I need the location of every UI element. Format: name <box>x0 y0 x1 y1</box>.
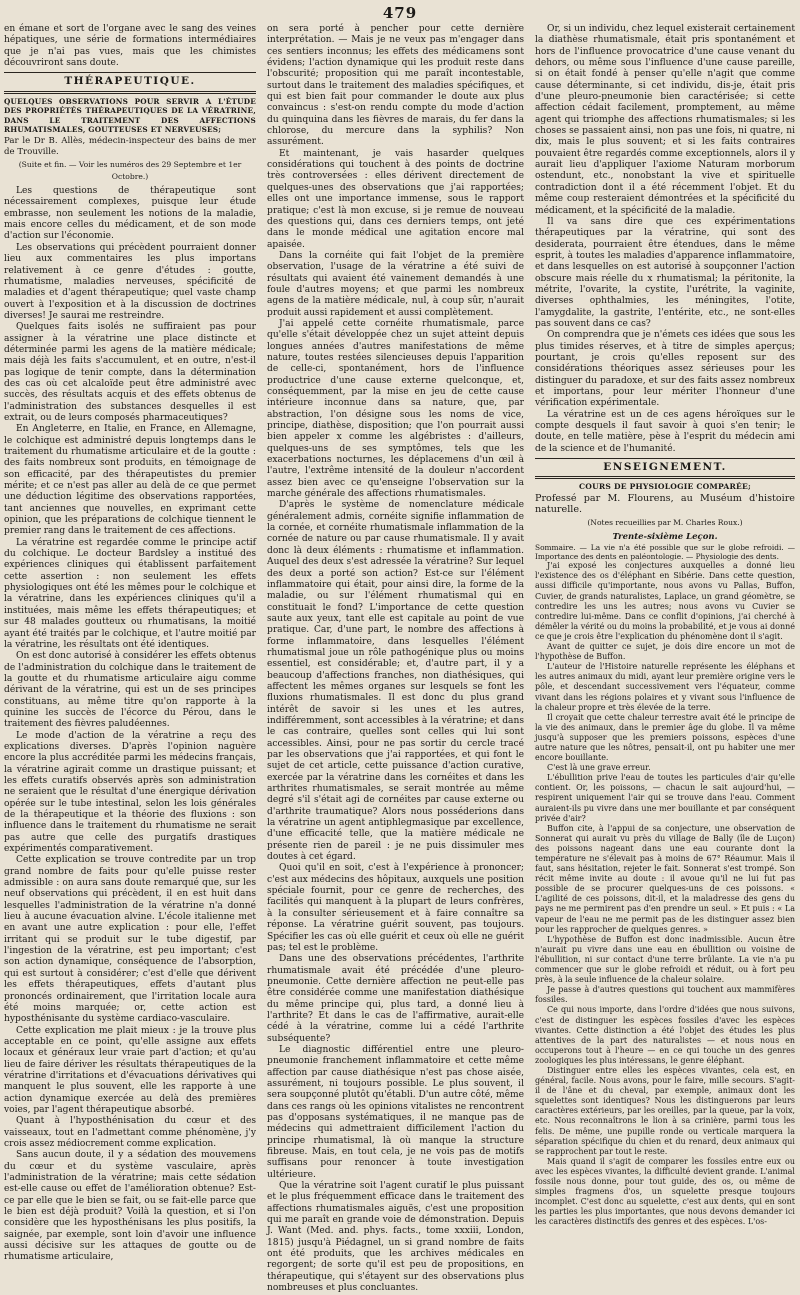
course-notes-by: (Notes recueillies par M. Charles Roux.) <box>587 517 743 527</box>
paragraph: On est donc autorisé à considérer les effets obtenus de l'administration du colchique dans le traitement de la goutte et du rhumatisme articulaire aigu comme dérivant de la vératrine, qui est un de ses principes constituans, au même titre qu'on rapporte à la quinine les succès de l'écorce du Pérou, dans le traitement des fièvres paludéennes. <box>4 651 257 730</box>
paragraph: Or, si un individu, chez lequel existerait certainement la diathèse rhumatismale, était pris spontanément et hors de l'influence provocatrice d'une cause venant du dehors, ou même sous l'influence d'une cause pareille, si on était fondé à penser qu'elle n'agit que comme cause déterminante, si cet individu, dis-je, était pris d'une pleuro-pneumonie bien caractérisée; si cette affection cédait facilement, promptement, au même agent qui triomphe des affections rhumatismales; si les choses se passaient ainsi, non pas une fois, ni quatre, ni dix, mais le plus souvent; et si les faits contraires pouvaient être regardés comme exceptionnels, alors il y aurait lieu d'appliquer l'axiome Naturam morborum ostendunt, etc., nonobstant la vive et spirituelle contradiction dont il a été récemment l'objet. Et du même coup resteraient démontrées et la spécificité du médicament, et la spécificité de la maladie. <box>535 24 795 216</box>
column-right <box>535 24 795 1227</box>
paragraph: Que la vératrine soit l'agent curatif le plus puissant et le plus fréquemment efficace dans le traitement des affections rhumatismales aiguës, c'est une proposition qui me paraît en grande voie de démonstration. Depuis J. Want (Med. and. phys. facts., tome xxxiii, London, 1815) jusqu'à Piédagnel, un si grand nombre de faits ont été produits, que les archives médicales en regorgent; de sorte qu'il est peu de propositions, en thérapeutique, qui s'étayent sur des observations plus nombreuses et plus concluantes. <box>267 1181 524 1294</box>
column-middle <box>267 24 524 1294</box>
paragraph: Quant à l'hyposthénisation du cœur et des vaisseaux, tout en l'admettant comme phénomène, j'y crois assez médiocrement comme explication. <box>4 1116 256 1149</box>
paragraph: L'auteur de l'Histoire naturelle représente les éléphans et les autres animaux du midi, ayant leur première origine vers le pôle, et descendant successivement vers l'équateur, comme vivant dans les régions polaires et y vivant sous l'influence de la chaleur propre et très élevée de la terre. <box>535 662 795 712</box>
paragraph: Mais quand il s'agit de comparer les fossiles entre eux ou avec les espèces vivantes, la difficulté devient grande. L'animal fossile nous donne, pour tout guide, des os, ou même de simples fragmens d'os, un squelette presque toujours incomplet. C'est donc au squelette, c'est aux dents, qui en sont les parties les plus importantes, que nous devons demander ici les caractères distinctifs des genres et des espèces. L'os- <box>535 1156 795 1227</box>
article-byline: Par le Dr B. Allès, médecin-inspecteur des bains de mer de Trouville. <box>4 135 256 158</box>
continuation-text: en émane et sort de l'organe avec le sang des veines hépatiques, une série de formations intermédiaires que je n'ai pas vues, mais que les chimistes découvriront sans doute. <box>4 24 256 69</box>
paragraph: Les questions de thérapeutique sont nécessairement complexes, puisque leur étude embrasse, non seulement les notions de la maladie, mais encore celles du médicament, et de son mode d'action sur l'économie. <box>4 186 256 242</box>
section-title-enseignement: ENSEIGNEMENT. <box>603 461 727 474</box>
section-title-therapeutique: THÉRAPEUTIQUE. <box>64 75 196 88</box>
paragraph: Ce qui nous importe, dans l'ordre d'idées que nous suivons, c'est de distinguer les espèces fossiles d'avec les espèces vivantes. Cette distinction a été l'objet des études les plus attentives de la part des naturalistes — et nous nous en occuperons tout à l'heure — en ce qui touche un des genres zoologiques les plus intéressans, le genre éléphant. <box>535 1005 795 1065</box>
paragraph: Le mode d'action de la vératrine a reçu des explications diverses. D'après l'opinion naguère encore la plus accréditée parmi les médecins français, la vératrine agirait comme un drastique puissant; et les effets curatifs observés après son administration ne seraient que le résultat d'une énergique dérivation opérée sur le tube intestinal, selon les lois générales de la thérapeutique et la théorie des fluxions : son influence dans le traitement du rhumatisme ne serait pas autre que celle des purgatifs drastiques expérimentés comparativement. <box>4 730 256 855</box>
divider <box>4 91 256 94</box>
paragraph: Avant de quitter ce sujet, je dois dire encore un mot de l'hypothèse de Buffon. <box>535 642 795 662</box>
paragraph: Cette explication se trouve contredite par un trop grand nombre de faits pour qu'elle puisse rester admissible : on aura sans doute remarqué que, sur les neuf observations qui précèdent, il en est huit dans lesquelles l'administration de la vératrine n'a donné lieu à aucune évacuation alvine. L'école italienne met en avant une autre explication : pour elle, l'effet irritant qui se produit sur le tube digestif, par l'ingestion de la vératrine, est peu important; c'est son action dynamique, conséquence de l'absorption, qui est surtout à considérer; c'est d'elle que dérivent les effets thérapeutiques, effets d'autant plus prononcés ordinairement, que l'irritation locale aura été moins marquée; or, cette action est hyposthénisante du système cardiaco-vasculaire. <box>4 855 256 1025</box>
paragraph: Sans aucun doute, il y a sédation des mouvemens du cœur et du système vasculaire, après l'administration de la vératrine; mais cette sédation est-elle cause ou effet de l'amélioration obtenue? Est-ce par elle que le bien se fait, ou se fait-elle parce que le bien est déjà produit? Voilà la question, et si l'on considère que les hyposthénisans les plus positifs, la saignée, par exemple, sont loin d'avoir une influence aussi décisive sur les attaques de goutte ou de rhumatisme articulaire, <box>4 1150 256 1263</box>
paragraph: Et maintenant, je vais hasarder quelques considérations qui touchent à des points de doctrine très controversées : elles dérivent directement de quelques-unes des observations que j'ai rapportées; elles ont une importance immense, sous le rapport pratique; c'est là mon excuse, si je remue de nouveau des questions qui, dans ces derniers temps, ont jeté dans le monde médical une agitation encore mal apaisée. <box>267 148 524 250</box>
lecture-summary: Sommaire. — La vie n'a été possible que sur le globe refroidi. — Importance des dents en paléontologie. — Physiologie des dents. <box>535 543 795 562</box>
paragraph: Il va sans dire que ces expérimentations thérapeutiques par la vératrine, qui sont des desiderata, pourraient être étendues, dans le même esprit, à toutes les maladies d'apparence inflammatoire, et dans lesquelles on est autorisé à soupçonner l'action obscure mais réelle du x rhumatismal; la péritonite, la métrite, l'ovarite, la cystite, l'urétrite, la vaginite, diverses ophthalmies, les méningites, l'otite, l'amygdalite, la gastrite, l'entérite, etc., ne sont-elles pas souvent dans ce cas? <box>535 216 795 329</box>
paragraph: L'ébullition prive l'eau de toutes les particules d'air qu'elle contient. Or, les poissons, — chacun le sait aujourd'hui, — respirent uniquement l'air qui se trouve dans l'eau. Comment auraient-ils pu vivre dans une mer bouillante et par conséquent privée d'air? <box>535 773 795 823</box>
paragraph: Distinguer entre elles les espèces vivantes, cela est, en général, facile. Nous avons, pour le faire, mille secours. S'agit-il de l'âne et du cheval, par exemple, animaux dont les squelettes sont identiques? Nous les distinguerons par leurs caractères extérieurs, par les oreilles, par la queue, par la voix, etc. Nous reconnaîtrons le lion à sa crinière, parmi tous les felis. De même, une pupille ronde ou verticale marquera la séparation spécifique du chien et du renard, deux animaux qui se rapprochent par tout le reste. <box>535 1065 795 1156</box>
article-title: QUELQUES OBSERVATIONS POUR SERVIR A L'ÉTUDE DES PROPRIÉTÉS THÉRAPEUTIQUES DE LA VÉRATRINE, DANS LE TRAITEMENT DES AFFECTIONS RHUMATISMALES, GOUTTEUSES ET NERVEUSES; <box>4 96 256 135</box>
paragraph: La vératrine est regardée comme le principe actif du colchique. Le docteur Bardsley a institué des expériences cliniques qui établissent parfaitement cette assertion : non seulement les effets physiologiques ont été les mêmes pour le colchique et la vératrine, dans les expériences cliniques qu'il a instituées, mais même les effets thérapeutiques; et sur 48 malades goutteux ou rhumatisans, la moitié ayant été traités par le colchique, et l'autre moitié par la vératrine, les résultats ont été identiques. <box>4 537 256 650</box>
paragraph: Dans la cornéite qui fait l'objet de la première observation, l'usage de la vératrine a été suivi de résultats qui avaient été vainement demandés à une foule d'autres moyens; et que parmi les nombreux agens de la matière médicale, nul, à coup sûr, n'aurait produit aussi rapidement et aussi complètement. <box>267 250 524 318</box>
paragraph: Cette explication me plait mieux : je la trouve plus acceptable en ce point, qu'elle assigne aux effets locaux et généraux leur vraie part d'action; et qu'au lieu de faire dériver les résultats thérapeutiques de la vératrine d'irritations et d'évacuations dérivatives qui manquent le plus souvent, elle les rapporte à une action dynamique exercée au delà des premières voies, par l'agent thérapeutique absorbé. <box>4 1025 256 1115</box>
paragraph: On comprendra que je n'émets ces idées que sous les plus timides réserves, et à titre de simples aperçus; pourtant, je crois qu'elles reposent sur des considérations théoriques assez sérieuses pour les distinguer du paradoxe, et sur des faits assez nombreux et importans, pour leur mériter l'honneur d'une vérification expérimentale. <box>535 330 795 409</box>
paragraph: En Angleterre, en Italie, en France, en Allemagne, le colchique est administré depuis longtemps dans le traitement du rhumatisme articulaire et de la goutte : des faits nombreux sont produits, en témoignage de son efficacité, par des thérapeutistes du premier mérite; et ce n'est pas aller au delà de ce que permet une déduction légitime des observations rapportées, tant anciennes que nouvelles, en exprimant cette opinion, que les préparations de colchique tiennent le premier rang dans le traitement de ces affections. <box>4 424 256 537</box>
page-number: 479 <box>382 4 418 22</box>
lecture-title: Trente-sixième Leçon. <box>612 531 718 542</box>
course-title: COURS DE PHYSIOLOGIE COMPARÉE; <box>579 482 751 492</box>
paragraph: Quelques faits isolés ne suffiraient pas pour assigner à la vératrine une place distincte et déterminée parmi les agens de la matière médicale; mais déjà les faits s'accumulent, et en outre, n'est-il pas logique de tenir compte, dans la détermination des cas où cet alcaloïde peut être administré avec succès, des résultats acquis et des effets obtenus de l'administration des substances desquelles il est extrait, ou de leurs composés pharmaceutiques? <box>4 322 256 423</box>
paragraph: J'ai exposé les conjectures auxquelles a donné lieu l'existence des os d'éléphant en Sibérie. Dans cette question, aussi difficile qu'importante, nous avons vu Pallas, Buffon, Cuvier, de grands naturalistes, Laplace, un grand géomètre, se contredire les uns les autres; nous avons vu Cuvier se contredire lui-même. Dans ce conflit d'opinions, j'ai cherché à démêler la vérité ou du moins la probabilité, et je vous ai donné ce que je crois être l'explication du phénomène dont il s'agit. <box>535 561 795 641</box>
paragraph: D'après le système de nomenclature médicale généralement admis, cornéite signifie inflammation de la cornée, et cornéite rhumatismale inflammation de la cornée de nature ou par cause rhumatismale. Il y avait donc là deux éléments : rhumatisme et inflammation. Auquel des deux s'est adressée la vératrine? Sur lequel des deux a porté son action? Est-ce sur l'élément inflammatoire qui était, pour ainsi dire, la forme de la maladie, ou sur l'élément rhumatismal qui en constituait le fond? L'importance de cette question saute aux yeux, tant elle est capitale au point de vue pratique. Car, d'une part, le nombre des affections à forme inflammatoire, dans lesquelles l'élément rhumatismal joue un rôle pathogénique plus ou moins essentiel, est considérable; et, d'autre part, il y a beaucoup d'affections franches, non diathésiques, qui affectent les mêmes organes sur lesquels se font les fluxions rhumatismales. Il est donc du plus grand intérêt de savoir si les unes et les autres, indifféremment, sont accessibles à la vératrine; et dans le cas contraire, quelles sont celles qui lui sont accessibles. Ainsi, pour ne pas sortir du cercle tracé par les observations que j'ai rapportées, et qui font le sujet de cet article, cette puissance d'action curative, exercée par la vératrine dans les cornéites et dans les arthrites rhumatismales, se serait montrée au même degré s'il s'était agi de cornéites par cause externe ou d'arthrite traumatique? Alors nous posséderions dans la vératrine un agent antiphlegmasique par excellence, d'une efficacité telle, que la matière médicale ne présente rien de pareil : je ne puis dissimuler mes doutes à cet égard. <box>267 500 524 863</box>
paragraph: Dans une des observations précédentes, l'arthrite rhumatismale avait été précédée d'une pleuro-pneumonie. Cette dernière affection ne peut-elle pas être considérée comme une manifestation diathésique du même principe qui, plus tard, a donné lieu à l'arthrite? Et dans le cas de l'affirmative, aurait-elle cédé à la vératrine, comme lui a cédé l'arthrite subséquente? <box>267 954 524 1044</box>
paragraph: Les observations qui précèdent pourraient donner lieu aux commentaires les plus importans relativement à ce genre d'études : goutte, rhumatisme, maladies nerveuses, spécificité de maladies et d'agent thérapeutique; quel vaste champ ouvert à l'exposition et à la discussion de doctrines diverses! Je saurai me restreindre. <box>4 242 256 321</box>
paragraph: Je passe à d'autres questions qui touchent aux mammifères fossiles. <box>535 985 795 1005</box>
paragraph: on sera porté à pencher pour cette dernière interprétation. — Mais je ne veux pas m'engager dans ces sentiers inconnus; les effets des médicamens sont évidens; l'action dynamique qui les produit reste dans l'obscurité; proposition qui me paraît incontestable, surtout dans le traitement des maladies spécifiques, et qui est bien fait pour commander le doute aux plus convaincus : s'est-on rendu compte du mode d'action du quinquina dans les fièvres de marais, du fer dans la chlorose, du mercure dans la syphilis? Non assurément. <box>267 24 524 148</box>
paragraph: Buffon cite, à l'appui de sa conjecture, une observation de Sonnerat qui aurait vu près du village de Bally (île de Luçon) des poissons nageant dans une eau courante dont la température ne s'élevait pas à moins de 67° Réaumur. Mais il faut, sans hésitation, rejeter le fait. Sonnerat s'est trompé. Son récit même invite au doute : il avoue qu'il ne lui fut pas possible de se procurer quelques-uns de ces poissons. « L'agilité de ces poissons, dit-il, et la maladresse des gens du pays ne me permirent pas d'en prendre un seul. » Et puis : « La vapeur de l'eau ne me permit pas de les distinguer assez bien pour les rapprocher de quelques genres. » <box>535 823 795 934</box>
paragraph: Il croyait que cette chaleur terrestre avait été le principe de la vie des animaux, dans le premier âge du globe. Il va même jusqu'à supposer que les premiers poissons, espèces d'une autre nature que les nôtres, pensait-il, ont pu habiter une mer encore bouillante. <box>535 712 795 763</box>
paragraph: Le diagnostic différentiel entre une pleuro-pneumonie franchement inflammatoire et cette même affection par cause diathésique n'est pas chose aisée, assurément, ni toujours possible. Le plus souvent, il sera soupçonné plutôt qu'établi. D'un autre côté, même dans ces rangs où les opinions vitalistes ne rencontrent pas d'opposans systématiques, il ne manque pas de médecins qui admettraient difficilement l'action du principe rhumatismal, là où manque la structure fibreuse. Mais, en tout cela, je ne vois pas de motifs suffisans pour renoncer à toute investigation ultérieure. <box>267 1044 524 1180</box>
paragraph: C'est là une grave erreur. <box>547 763 651 773</box>
divider <box>4 72 256 73</box>
divider <box>535 476 795 479</box>
divider <box>535 458 795 459</box>
paragraph: J'ai appelé cette cornéite rhumatismale, parce qu'elle s'était développée chez un sujet atteint depuis longues années d'autres manifestations de même nature, toutes restées silencieuses depuis l'apparition de celle-ci, spontanément, hors de l'influence productrice d'une cause externe quelconque, et, conséquemment, par la mise en jeu de cette cause intérieure inconnue dans sa nature, que, par abstraction, l'on désigne sous les noms de vice, principe, diathèse, disposition; que l'on pourrait aussi bien appeler x comme les algébristes : d'ailleurs, quelques-uns de ses symptômes, tels que les exacerbations nocturnes, les déplacemens d'un œil à l'autre, l'extrême intensité de la douleur n'accordent assez bien avec ce qu'enseigne l'observation sur la marche générale des affections rhumatismales. <box>267 318 524 500</box>
article-note: (Suite et fin. — Voir les numéros des 29 Septembre et 1er Octobre.) <box>18 160 242 181</box>
paragraph: La vératrine est un de ces agens héroïques sur le compte desquels il faut savoir à quoi s'en tenir; le doute, en telle matière, pèse à l'esprit du médecin ami de la science et de l'humanité. <box>535 409 795 454</box>
paragraph: L'hypothèse de Buffon est donc inadmissible. Aucun être n'aurait pu vivre dans une eau en ébullition ou voisine de l'ébullition, ni sur contact d'une terre brûlante. La vie n'a pu commencer que sur le globe refroidi et réduit, ou à fort peu près, à la seule influence de la chaleur solaire. <box>535 934 795 985</box>
column-left <box>4 24 257 1263</box>
paragraph: Quoi qu'il en soit, c'est à l'expérience à prononcer; c'est aux médecins des hôpitaux, auxquels une position spéciale fournit, pour ce genre de recherches, des facilités qui manquent à la plupart de leurs confrères, à la consulter sérieusement et à faire connaître sa réponse. La vératrine guérit souvent, pas toujours. Spécifier les cas où elle guérit et ceux où elle ne guérit pas; tel est le problème. <box>267 863 524 953</box>
course-professor: Professé par M. Flourens, au Muséum d'histoire naturelle. <box>535 492 795 516</box>
